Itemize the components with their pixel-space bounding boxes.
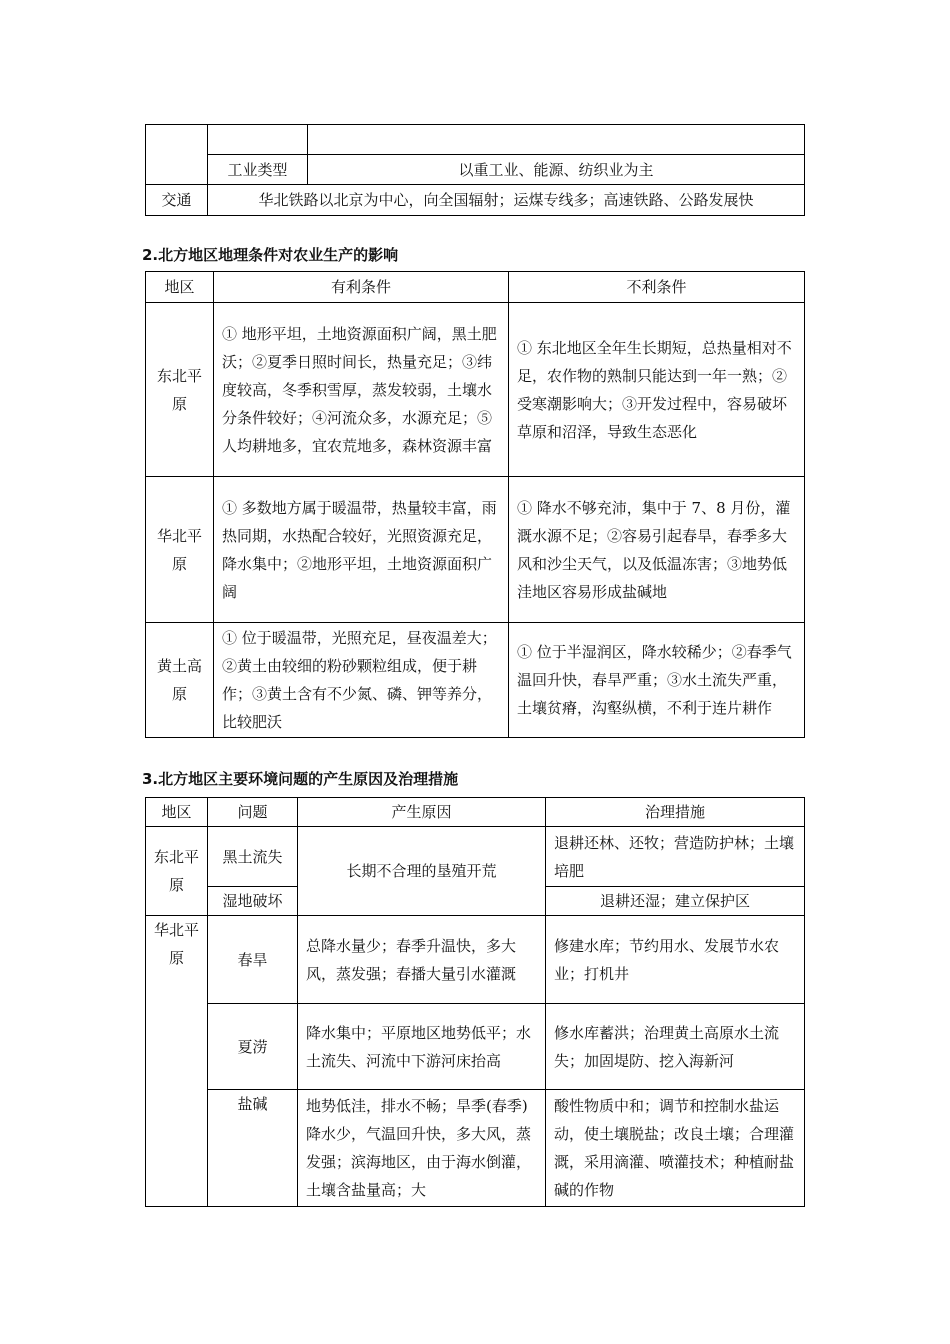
empty-region-cell [146,125,208,185]
unfavorable-loess-plateau: ① 位于半湿润区，降水较稀少；②春季气温回升快，春旱严重；③水土流失严重，土壤贫瘠，沟壑纵横，不利于连片耕作 [509,623,805,738]
region-north-china: 华北平原 [146,477,214,623]
empty-cell [308,125,805,155]
measure-spring-drought: 修建水库；节约用水、发展节水农业；打机井 [546,916,805,1004]
measure-wetland: 退耕还湿；建立保护区 [546,887,805,916]
industry-type-label: 工业类型 [208,155,308,185]
region-northeast: 东北平原 [146,827,208,916]
agriculture-conditions-table [145,271,805,738]
problem-wetland: 湿地破坏 [208,887,298,916]
measure-summer-flood: 修水库蓄洪；治理黄土高原水土流失；加固堤防、挖入海新河 [546,1004,805,1090]
cause-salinization: 地势低洼，排水不畅；旱季(春季)降水少，气温回升快，多大风，蒸发强；滨海地区，由于海水倒灌，土壤含盐量高；大 [298,1090,546,1207]
cause-spring-drought: 总降水量少；春季升温快，多大风，蒸发强；春播大量引水灌溉 [298,916,546,1004]
header-unfavorable: 不利条件 [509,272,805,303]
header-measure: 治理措施 [546,798,805,827]
region-north-china: 华北平原 [146,916,208,1207]
environment-problems-table [145,797,805,1207]
favorable-loess-plateau: ① 位于暖温带，光照充足，昼夜温差大；②黄土由较细的粉砂颗粒组成，便于耕作；③黄土含有不少氮、磷、钾等养分，比较肥沃 [214,623,509,738]
favorable-northeast: ① 地形平坦，土地资源面积广阔，黑土肥沃；②夏季日照时间长，热量充足；③纬度较高，冬季积雪厚，蒸发较弱，土壤水分条件较好；④河流众多，水源充足；⑤人均耕地多，宜农荒地多，森林资源丰富 [214,303,509,477]
region-loess-plateau: 黄土高原 [146,623,214,738]
header-problem: 问题 [208,798,298,827]
measure-black-soil: 退耕还林、还牧；营造防护林；土壤培肥 [546,827,805,887]
header-region: 地区 [146,272,214,303]
transport-value: 华北铁路以北京为中心，向全国辐射；运煤专线多；高速铁路、公路发展快 [208,185,805,216]
cause-summer-flood: 降水集中；平原地区地势低平；水土流失、河流中下游河床抬高 [298,1004,546,1090]
unfavorable-northeast: ① 东北地区全年生长期短，总热量相对不足，农作物的熟制只能达到一年一熟；②受寒潮影响大；③开发过程中，容易破坏草原和沼泽，导致生态恶化 [509,303,805,477]
header-favorable: 有利条件 [214,272,509,303]
favorable-north-china: ① 多数地方属于暖温带，热量较丰富，雨热同期，水热配合较好，光照资源充足，降水集中；②地形平坦，土地资源面积广阔 [214,477,509,623]
unfavorable-north-china: ① 降水不够充沛，集中于 7、8 月份，灌溉水源不足；②容易引起春旱，春季多大风和沙尘天气，以及低温冻害；③地势低洼地区容易形成盐碱地 [509,477,805,623]
problem-spring-drought: 春旱 [208,916,298,1004]
measure-salinization: 酸性物质中和；调节和控制水盐运动，使土壤脱盐；改良土壤；合理灌溉，采用滴灌、喷灌技术；种植耐盐碱的作物 [546,1090,805,1207]
empty-cell [208,125,308,155]
problem-salinization: 盐碱 [208,1090,298,1207]
transport-label: 交通 [146,185,208,216]
region-northeast: 东北平原 [146,303,214,477]
header-cause: 产生原因 [298,798,546,827]
problem-black-soil: 黑土流失 [208,827,298,887]
section-2-title: 2.北方地区地理条件对农业生产的影响 [142,246,399,264]
industry-transport-table [145,124,805,216]
industry-type-value: 以重工业、能源、纺织业为主 [308,155,805,185]
problem-summer-flood: 夏涝 [208,1004,298,1090]
section-3-title: 3.北方地区主要环境问题的产生原因及治理措施 [142,770,459,788]
cause-black-soil: 长期不合理的垦殖开荒 [298,827,546,916]
header-region: 地区 [146,798,208,827]
